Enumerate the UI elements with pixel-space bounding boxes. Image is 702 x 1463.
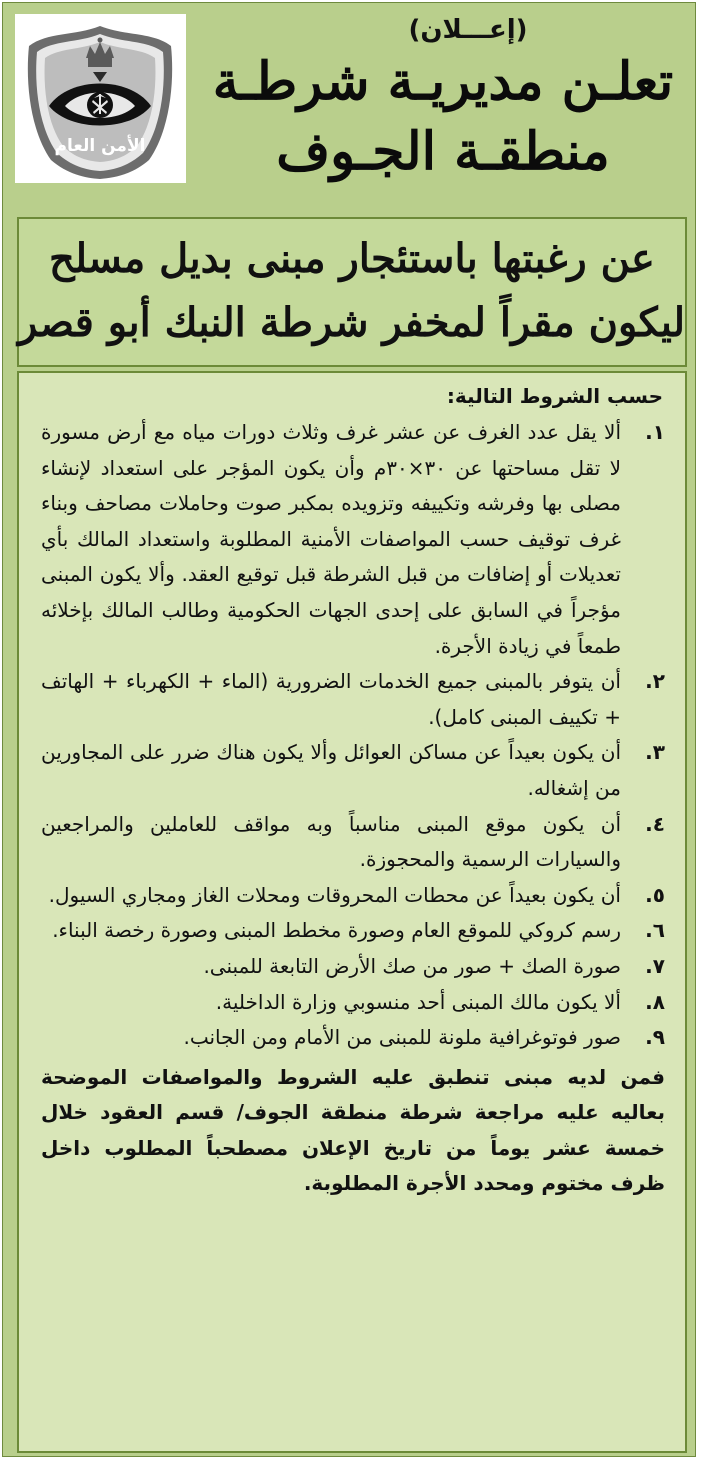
condition-item — [41, 807, 665, 878]
ad-header — [193, 13, 693, 187]
condition-number: ٢. — [645, 669, 665, 694]
condition-item — [41, 985, 665, 1021]
condition-number: ١. — [645, 420, 665, 444]
condition-text: رسم كروكي للموقع العام وصورة مخطط المبنى وصورة رخصة البناء. — [52, 918, 621, 943]
announcement-ad — [2, 2, 696, 1457]
banner-line-2: ليكون مقراً لمخفر شرطة النبك أبو قصر — [17, 299, 685, 346]
condition-number: ٥. — [645, 882, 665, 907]
purpose-banner — [17, 217, 687, 367]
condition-number: ٩. — [645, 1025, 665, 1050]
condition-text: أن يكون بعيداً عن مساكن العوائل وألا يكون هناك ضرر على المجاورين من إشغاله. — [41, 740, 621, 800]
condition-item — [41, 949, 665, 985]
condition-text: ألا يقل عدد الغرف عن عشر غرف وثلاث دورات مياه مع أرض مسورة لا تقل مساحتها عن ٣٠×٣٠م وأن يكون المؤجر على استعداد لإنشاء مصلى بها وفرشه وتكييفه وتزويده بمكبر صوت وحاملات مصاحف وبناء غرف توقيف حسب المواصفات الأمنية المطلوبة واستعداد المالك بأي تعديلات أو إضافات من قبل الشرطة قبل توقيع العقد. وألا يكون المبنى مؤجراً في السابق على إحدى الجهات الحكومية وطالب المالك بإخلائه طمعاً في زيادة الأجرة. — [41, 420, 621, 658]
closing-paragraph: فمن لديه مبنى تنطبق عليه الشروط والمواصفات الموضحة بعاليه عليه مراجعة شرطة منطقة الجوف/ قسم العقود خلال خمسة عشر يوماً من تاريخ الإعلان مصطحباً المطلوب داخل ظرف مختوم ومحدد الأجرة المطلوبة. — [41, 1064, 665, 1196]
condition-number: ٤. — [645, 811, 665, 836]
title-line-2: منطقـة الجـوف — [276, 121, 610, 182]
condition-number: ٨. — [645, 989, 665, 1014]
condition-item — [41, 1020, 665, 1056]
shield-emblem-icon — [15, 14, 186, 183]
condition-text: صورة الصك + صور من صك الأرض التابعة للمبنى. — [203, 953, 621, 978]
condition-number: ٣. — [645, 740, 665, 765]
announcement-label: (إعـــلان) — [408, 15, 528, 45]
condition-text: صور فوتوغرافية ملونة للمبنى من الأمام ومن الجانب. — [183, 1025, 621, 1050]
svg-text:الأمن العام: الأمن العام — [54, 136, 146, 156]
condition-item — [41, 735, 665, 806]
condition-item — [41, 415, 665, 664]
conditions-intro: حسب الشروط التالية: — [446, 384, 663, 408]
condition-number: ٦. — [645, 918, 665, 943]
condition-text: أن يتوفر بالمبنى جميع الخدمات الضرورية (الماء + الكهرباء + الهاتف + تكييف المبنى كامل). — [41, 669, 621, 729]
condition-text: أن يكون موقع المبنى مناسباً وبه مواقف للعاملين والمراجعين والسيارات الرسمية والمحجوزة. — [41, 811, 621, 872]
banner-line-1: عن رغبتها باستئجار مبنى بديل مسلح — [49, 235, 655, 282]
condition-item — [41, 913, 665, 949]
conditions-box — [17, 371, 687, 1453]
title-line-1: تعلـن مديريـة شرطـة — [212, 51, 674, 112]
condition-number: ٧. — [645, 953, 665, 978]
condition-text: ألا يكون مالك المبنى أحد منسوبي وزارة الداخلية. — [215, 989, 621, 1014]
condition-item — [41, 878, 665, 914]
condition-item — [41, 664, 665, 735]
public-security-logo — [15, 14, 186, 183]
conditions-list — [41, 415, 665, 1056]
condition-text: أن يكون بعيداً عن محطات المحروقات ومحلات الغاز ومجاري السيول. — [48, 882, 621, 907]
